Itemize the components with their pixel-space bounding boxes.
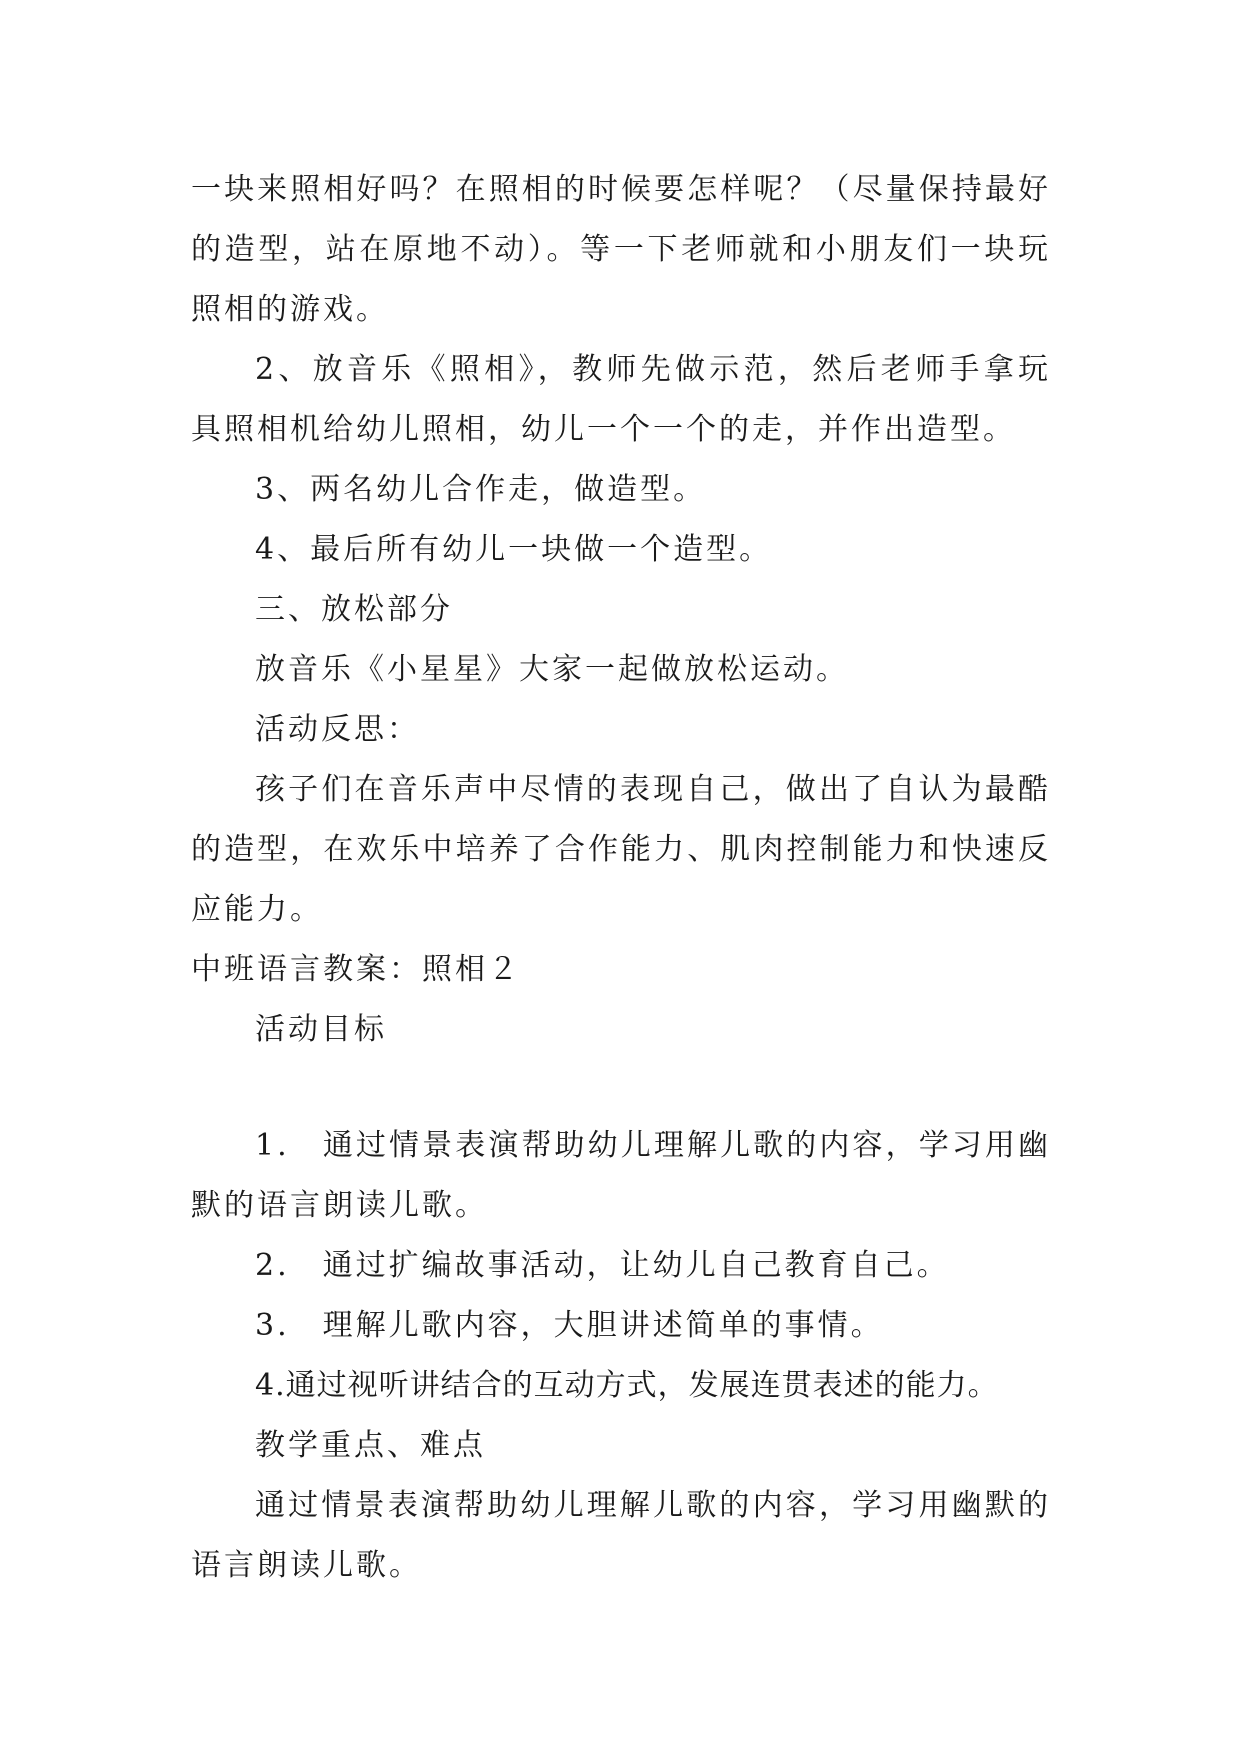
lesson-title: 中班语言教案：照相２ xyxy=(191,952,521,987)
goals-heading: 活动目标 xyxy=(255,1012,387,1047)
key-points-heading: 教学重点、难点 xyxy=(255,1428,486,1463)
relax-paragraph: 放音乐《小星星》大家一起做放松运动。 xyxy=(255,652,849,687)
goal-item-1: 1. 通过情景表演帮助幼儿理解儿歌的内容，学习用幽默的语言朗读儿歌。 xyxy=(191,1128,1051,1223)
step-2-paragraph: 2、放音乐《照相》，教师先做示范，然后老师手拿玩具照相机给幼儿照相，幼儿一个一个的走，并作出造型。 xyxy=(191,352,1051,447)
reflection-paragraph: 孩子们在音乐声中尽情的表现自己，做出了自认为最酷的造型，在欢乐中培养了合作能力、肌肉控制能力和快速反应能力。 xyxy=(191,772,1051,927)
goal-item-4: 4.通过视听讲结合的互动方式，发展连贯表述的能力。 xyxy=(255,1368,999,1403)
step-4-paragraph: 4、最后所有幼儿一块做一个造型。 xyxy=(255,532,773,567)
key-points-paragraph: 通过情景表演帮助幼儿理解儿歌的内容，学习用幽默的语言朗读儿歌。 xyxy=(191,1488,1051,1583)
section-heading-relax: 三、放松部分 xyxy=(255,592,453,627)
document-body xyxy=(191,160,1051,1596)
reflection-heading: 活动反思： xyxy=(255,712,420,747)
blank-gap xyxy=(191,1060,1051,1116)
paragraph-continuation: 一块来照相好吗？在照相的时候要怎样呢？（尽量保持最好的造型，站在原地不动）。等一下老师就和小朋友们一块玩照相的游戏。 xyxy=(191,172,1051,327)
goal-item-2: 2. 通过扩编故事活动，让幼儿自己教育自己。 xyxy=(255,1248,950,1283)
goal-item-3: 3. 理解儿歌内容，大胆讲述简单的事情。 xyxy=(255,1308,884,1343)
step-3-paragraph: 3、两名幼儿合作走，做造型。 xyxy=(255,472,707,507)
